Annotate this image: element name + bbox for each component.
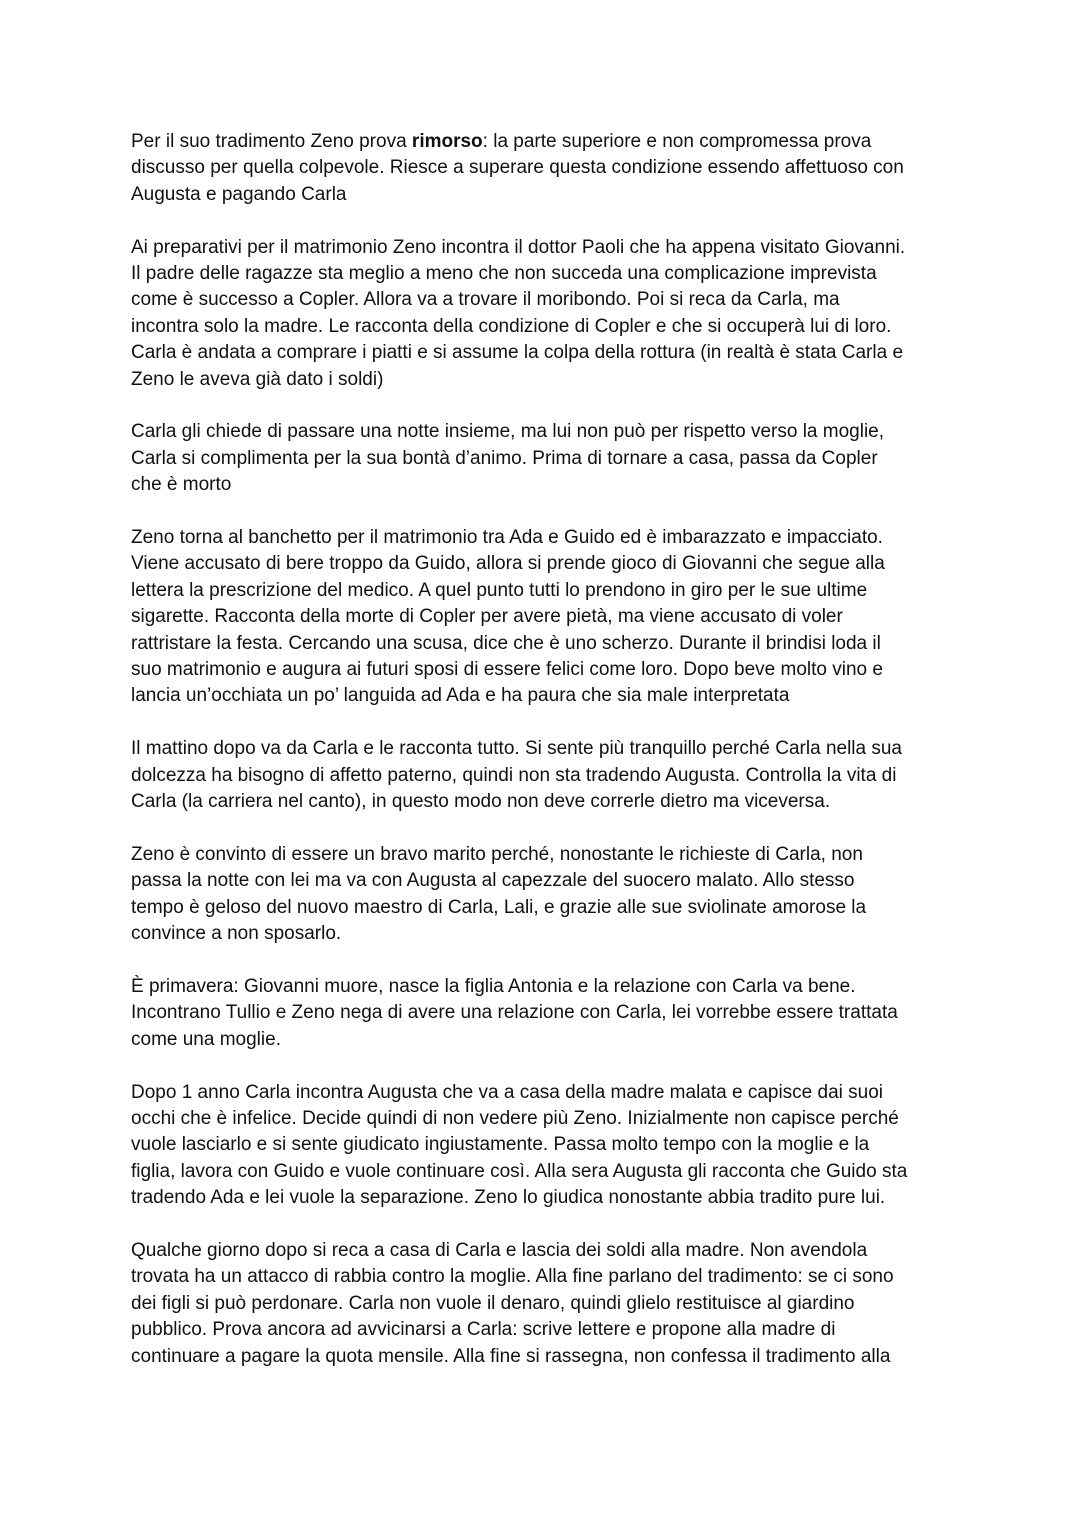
paragraph-mattino-dopo: Il mattino dopo va da Carla e le racconta tutto. Si sente più tranquillo perché Carla nella sua dolcezza ha bisogno di affetto paterno, quindi non sta tradendo Augusta. Controlla la vita di Carla (la carriera nel canto), in questo modo non deve correrle dietro ma viceversa.	[131, 738, 903, 813]
paragraph-1-rest: : la parte superiore e non compromessa prova discusso per quella colpevole. Riesce a superare questa condizione essendo affettuoso con Augusta e pagando Carla	[131, 131, 904, 205]
paragraph-dopo-un-anno: Dopo 1 anno Carla incontra Augusta che va a casa della madre malata e capisce dai suoi occhi che è infelice. Decide quindi di non vedere più Zeno. Inizialmente non capisce perché vuole lasciarlo e si sente giudicato ingiustamente. Passa molto tempo con la moglie e la figlia, lavora con Guido e vuole continuare così. Alla sera Augusta gli racconta che Guido sta tradendo Ada e lei vuole la separazione. Zeno lo giudica nonostante abbia tradito pure lui.	[131, 1081, 908, 1209]
document-page	[131, 129, 951, 1396]
paragraph-rimorso	[131, 129, 951, 208]
paragraph-1-intro: Per il suo tradimento Zeno prova	[131, 131, 412, 152]
paragraph-preparativi: Ai preparativi per il matrimonio Zeno incontra il dottor Paoli che ha appena visitato Giovanni. Il padre delle ragazze sta meglio a meno che non succeda una complicazione imprevista come è successo a Copler. Allora va a trovare il moribondo. Poi si reca da Carla, ma incontra solo la madre. Le racconta della condizione di Copler e che si occuperà lui di loro. Carla è andata a comprare i piatti e si assume la colpa della rottura (in realtà è stata Carla e Zeno le aveva già dato i soldi)	[131, 236, 906, 390]
paragraph-banchetto: Zeno torna al banchetto per il matrimonio tra Ada e Guido ed è imbarazzato e impacciato. Viene accusato di bere troppo da Guido, allora si prende gioco di Giovanni che segue alla lettera la prescrizione del medico. A quel punto tutti lo prendono in giro per le sue ultime sigarette. Racconta della morte di Copler per avere pietà, ma viene accusato di voler rattristare la festa. Cercando una scusa, dice che è uno scherzo. Durante il brindisi loda il suo matrimonio e augura ai futuri sposi di essere felici come loro. Dopo beve molto vino e lancia un’occhiata un po’ languida ad Ada e ha paura che sia male interpretata	[131, 527, 885, 707]
paragraph-qualche-giorno: Qualche giorno dopo si reca a casa di Carla e lascia dei soldi alla madre. Non avendola trovata ha un attacco di rabbia contro la moglie. Alla fine parlano del tradimento: se ci sono dei figli si può perdonare. Carla non vuole il denaro, quindi glielo restituisce al giardino pubblico. Prova ancora ad avvicinarsi a Carla: scrive lettere e propone alla madre di continuare a pagare la quota mensile. Alla fine si rassegna, non confessa il tradimento alla	[131, 1239, 894, 1367]
bold-term-rimorso: rimorso	[411, 131, 483, 152]
paragraph-notte-insieme: Carla gli chiede di passare una notte insieme, ma lui non può per rispetto verso la moglie, Carla si complimenta per la sua bontà d’animo. Prima di tornare a casa, passa da Copler che è morto	[131, 421, 885, 496]
paragraph-bravo-marito: Zeno è convinto di essere un bravo marito perché, nonostante le richieste di Carla, non passa la notte con lei ma va con Augusta al capezzale del suocero malato. Allo stesso tempo è geloso del nuovo maestro di Carla, Lali, e grazie alle sue sviolinate amorose la convince a non sposarlo.	[131, 843, 867, 945]
paragraph-primavera: È primavera: Giovanni muore, nasce la figlia Antonia e la relazione con Carla va bene. Incontrano Tullio e Zeno nega di avere una relazione con Carla, lei vorrebbe essere trattata come una moglie.	[131, 975, 898, 1050]
